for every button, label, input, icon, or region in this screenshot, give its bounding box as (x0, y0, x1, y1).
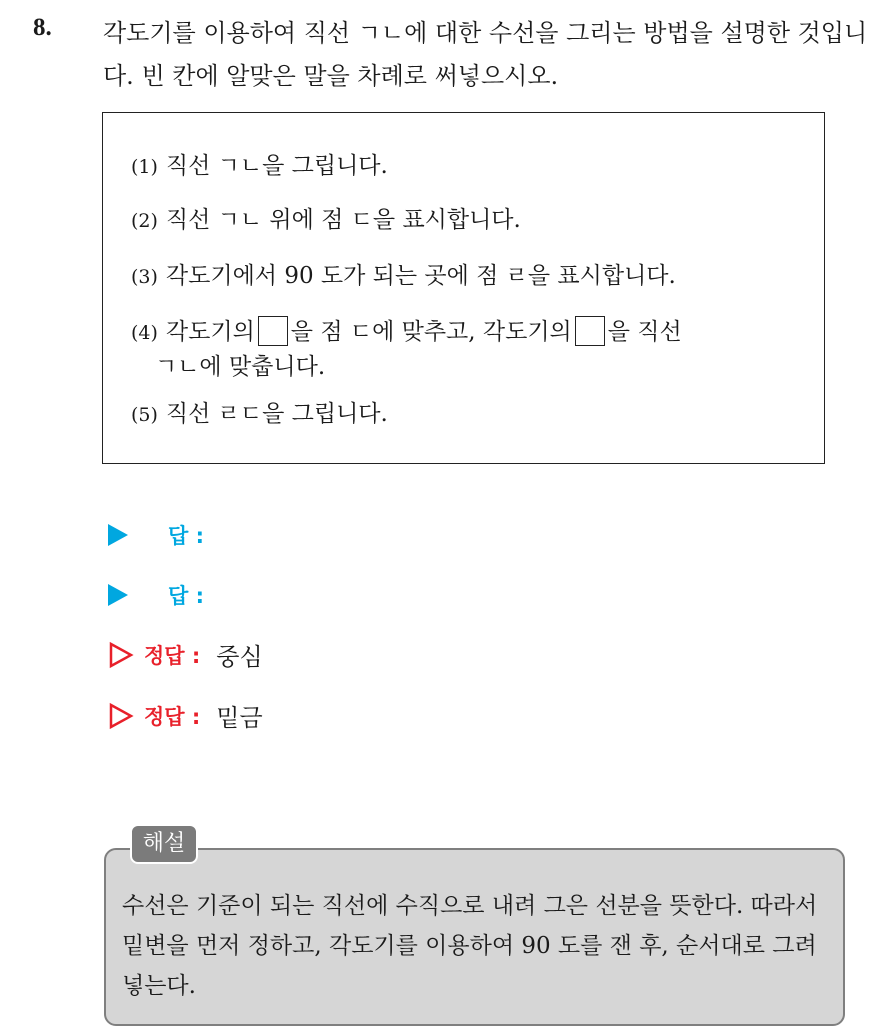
step-1 (131, 149, 388, 185)
step-number: (5) (131, 404, 158, 426)
solution-value: 밑금 (216, 704, 263, 732)
explanation-box (104, 848, 845, 1026)
step-2 (131, 203, 521, 239)
step-text-part: ㄱㄴ에 맞춥니다. (155, 354, 326, 380)
solution-label: 정답 : (144, 643, 201, 668)
step-text-part: 각도기의 (165, 319, 255, 345)
solution-row (108, 637, 263, 672)
answer-label: 답 : (168, 524, 204, 548)
step-text-part: 을 점 ㄷ에 맞추고, 각도기의 (290, 319, 572, 345)
step-number: (3) (131, 266, 158, 288)
blank-box[interactable] (575, 316, 605, 346)
step-number: (1) (131, 156, 158, 178)
step-text: 각도기에서 90 도가 되는 곳에 점 ㄹ을 표시합니다. (165, 263, 676, 289)
step-text: 직선 ㄱㄴ 위에 점 ㄷ을 표시합니다. (165, 207, 521, 233)
steps-box (102, 112, 825, 464)
explanation-text: 수선은 기준이 되는 직선에 수직으로 내려 그은 선분을 뜻한다. 따라서 밑변을 먼저 정하고, 각도기를 이용하여 90 도를 잰 후, 순서대로 그려 넣는다. (122, 893, 818, 999)
answer-label: 답 : (168, 584, 204, 608)
step-text-part: 을 직선 (607, 319, 682, 345)
blank-box[interactable] (258, 316, 288, 346)
play-triangle-icon (108, 584, 128, 606)
step-3 (131, 259, 676, 295)
solution-value: 중심 (216, 643, 263, 671)
question-text: 각도기를 이용하여 직선 ㄱㄴ에 대한 수선을 그리는 방법을 설명한 것입니다. 빈 칸에 알맞은 말을 차례로 써넣으시오. (103, 19, 868, 90)
answer-row[interactable] (108, 520, 204, 550)
step-number: (2) (131, 210, 158, 232)
step-4 (131, 315, 791, 384)
explanation-tag: 해설 (130, 824, 198, 864)
outline-triangle-icon (108, 702, 134, 730)
step-number: (4) (131, 322, 158, 344)
step-5 (131, 397, 388, 433)
question-number: 8. (33, 14, 52, 41)
step-text: 직선 ㄱㄴ을 그립니다. (165, 153, 388, 179)
answer-row[interactable] (108, 580, 204, 610)
outline-triangle-icon (108, 641, 134, 669)
step-text: 직선 ㄹㄷ을 그립니다. (165, 401, 388, 427)
solution-label: 정답 : (144, 704, 201, 729)
play-triangle-icon (108, 524, 128, 546)
solution-row (108, 698, 263, 733)
